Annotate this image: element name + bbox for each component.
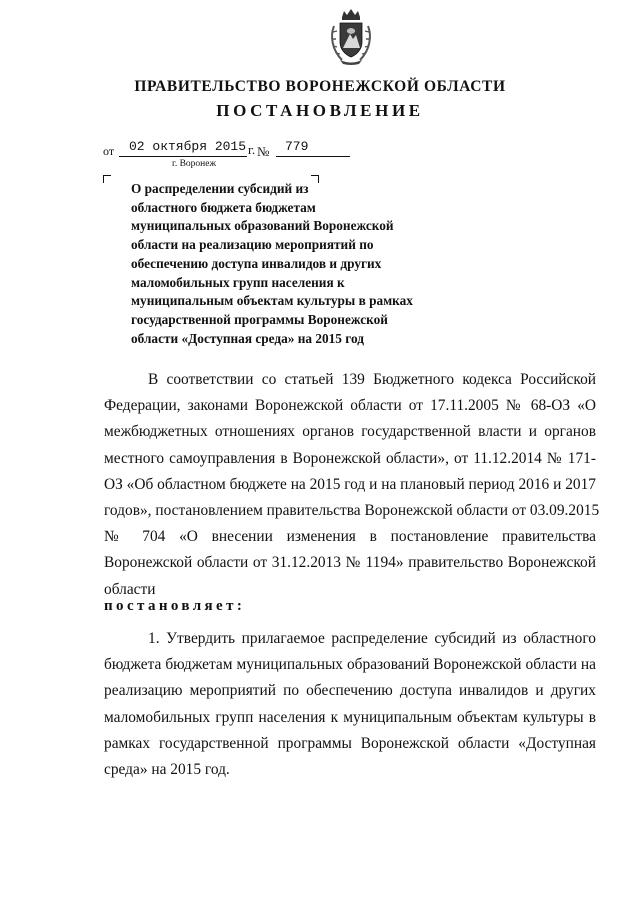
title-line: обеспечению доступа инвалидов и других — [131, 255, 382, 271]
preamble-line: Воронежской области от 31.12.2013 № 1194» правительство Воронежской — [104, 554, 596, 572]
title-line: муниципальным объектам культуры в рамках — [131, 293, 413, 309]
title-bracket-left — [103, 175, 111, 183]
preamble-line: области — [104, 580, 156, 598]
preamble-line: годов», постановлением правительства Воронежской области от 03.09.2015 — [104, 502, 600, 520]
coat-of-arms-icon — [328, 8, 374, 66]
document-date: 02 октября 2015 — [129, 139, 247, 154]
clause-line: реализацию мероприятий по обеспечению доступа инвалидов и других — [104, 682, 596, 700]
preamble-line: межбюджетных отношениях органов государственной власти и органов — [104, 423, 596, 441]
title-line: маломобильных групп населения к — [131, 274, 345, 290]
preamble-line: местного самоуправления в Воронежской области», от 11.12.2014 № 171- — [104, 449, 596, 467]
clause-line: маломобильных групп населения к муниципальным объектам культуры в — [104, 708, 596, 726]
title-line: О распределении субсидий из — [131, 181, 309, 196]
number-sign: № — [257, 144, 270, 159]
title-line: государственной программы Воронежской — [131, 311, 388, 327]
organization-name: ПРАВИТЕЛЬСТВО ВОРОНЕЖСКОЙ ОБЛАСТИ — [134, 78, 506, 95]
clause-line: 1. Утвердить прилагаемое распределение субсидий из областного — [148, 630, 596, 647]
city-name: г. Воронеж — [172, 159, 217, 169]
clause-line: среда» на 2015 год. — [104, 761, 230, 779]
title-line: области «Доступная среда» на 2015 год — [131, 330, 364, 346]
document-number: 779 — [285, 139, 309, 154]
registration-line — [103, 139, 363, 161]
preamble-line: Федерации, законами Воронежской области от 17.11.2005 № 68-ОЗ «О — [104, 397, 596, 415]
document-type: ПОСТАНОВЛЕНИЕ — [216, 101, 424, 120]
year-suffix: г. — [248, 142, 256, 157]
preamble-paragraph — [104, 367, 600, 603]
preamble-line: В соответствии со статьей 139 Бюджетного кодекса Российской — [148, 371, 596, 388]
title-line: муниципальных образований Воронежской — [131, 218, 394, 234]
clause-line: рамках государственной программы Воронежской области «Доступная — [104, 734, 596, 752]
number-field — [276, 139, 350, 157]
preamble-line: ОЗ «Об областном бюджете на 2015 год и на плановый период 2016 и 2017 — [104, 475, 596, 493]
document-title — [131, 180, 451, 348]
resolves-word: постановляет: — [104, 598, 246, 614]
title-line: областного бюджета бюджетам — [131, 199, 316, 215]
date-field — [119, 139, 247, 157]
date-prefix: от — [103, 144, 115, 158]
clause-1-paragraph — [104, 626, 596, 783]
title-line: области на реализацию мероприятий по — [131, 237, 374, 253]
clause-line: бюджета бюджетам муниципальных образований Воронежской области на — [104, 656, 596, 674]
preamble-line: № 704 «О внесении изменения в постановление правительства — [104, 528, 596, 546]
